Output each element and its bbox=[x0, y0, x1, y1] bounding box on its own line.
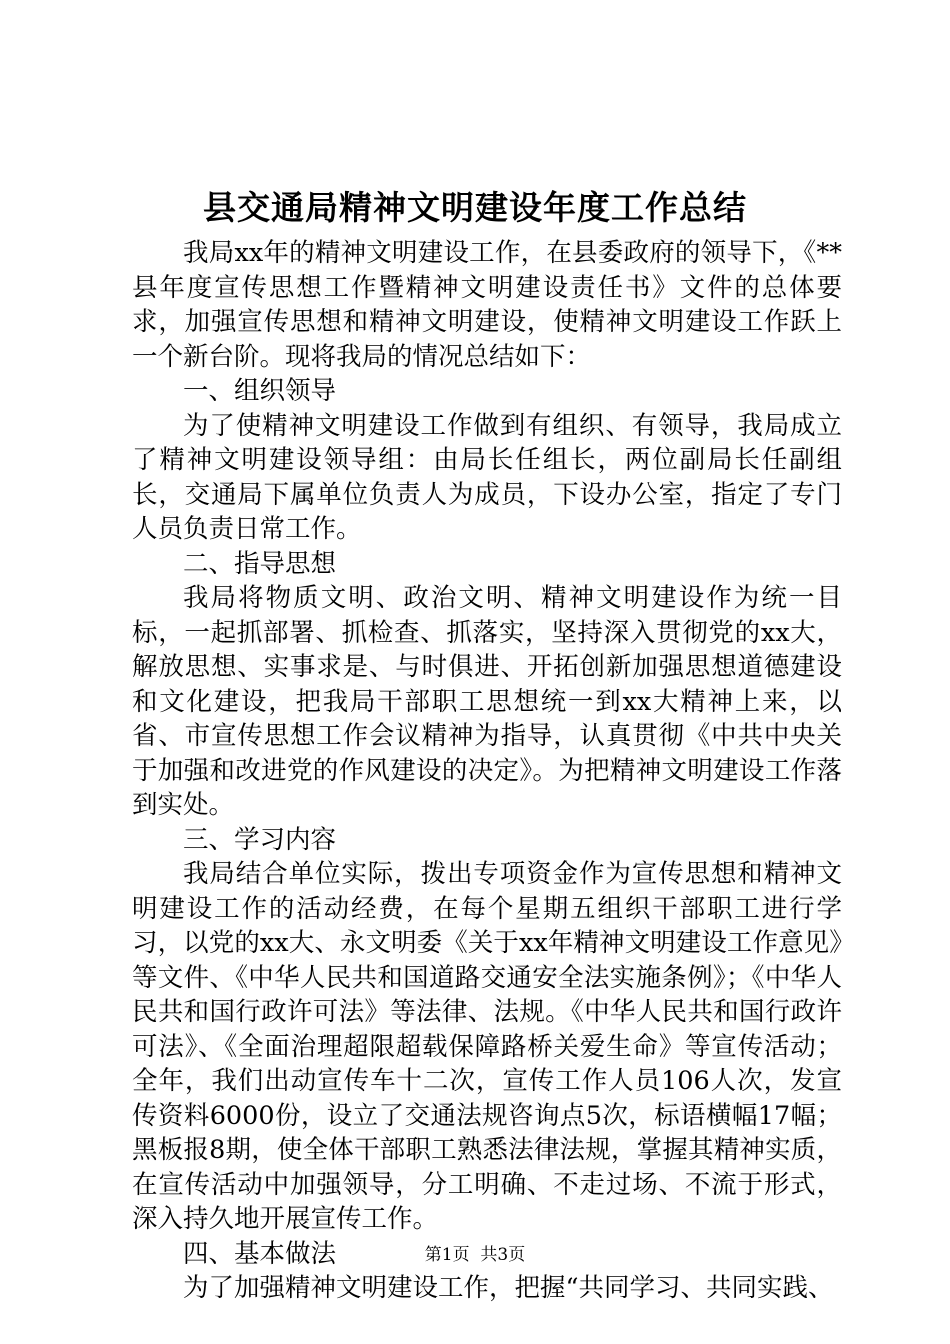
paragraph-guiding-ideology: 我局将物质文明、政治文明、精神文明建设作为统一目标，一起抓部署、抓检查、抓落实，坚持深入贯彻党的xx大，解放思想、实事求是、与时俱进、开拓创新加强思想道德建设和文化建设，把我局干部职工思想统一到xx大精神上来，以省、市宣传思想工作会议精神为指导，认真贯彻《中共中央关于加强和改进党的作风建设的决定》。为把精神文明建设工作落到实处。 bbox=[132, 583, 842, 820]
section-heading-study-content: 三、学习内容 bbox=[183, 824, 337, 855]
paragraph-organization: 为了使精神文明建设工作做到有组织、有领导，我局成立了精神文明建设领导组：由局长任组长，两位副局长任副组长，交通局下属单位负责人为成员，下设办公室，指定了专门人员负责日常工作。 bbox=[132, 410, 842, 544]
document-body bbox=[132, 236, 842, 1306]
paragraph-study-content: 我局结合单位实际，拨出专项资金作为宣传思想和精神文明建设工作的活动经费，在每个星期五组织干部职工进行学习，以党的xx大、永文明委《关于xx年精神文明建设工作意见》等文件、《中华人民共和国道路交通安全法实施条例》；《中华人民共和国行政许可法》等法律、法规。《中华人民共和国行政许可法》、《全面治理超限超载保障路桥关爱生命》等宣传活动；全年，我们出动宣传车十二次，宣传工作人员106人次，发宣传资料6000份，设立了交通法规咨询点5次，标语横幅17幅；黑板报8期，使全体干部职工熟悉法律法规，掌握其精神实质，在宣传活动中加强领导，分工明确、不走过场、不流于形式，深入持久地开展宣传工作。 bbox=[132, 859, 842, 1234]
paragraph-intro: 我局xx年的精神文明建设工作，在县委政府的领导下，《**县年度宣传思想工作暨精神文明建设责任书》文件的总体要求，加强宣传思想和精神文明建设，使精神文明建设工作跃上一个新台阶。现将我局的情况总结如下： bbox=[132, 238, 842, 372]
page-footer: 第1页 共3页 bbox=[424, 1245, 526, 1265]
section-heading-organization: 一、组织领导 bbox=[183, 376, 337, 406]
section-heading-guiding-ideology: 二、指导思想 bbox=[183, 548, 337, 579]
paragraph-basic-practice: 为了加强精神文明建设工作，把握“共同学习、共同实践、 bbox=[183, 1273, 834, 1303]
section-heading-basic-practice: 四、基本做法 bbox=[183, 1238, 337, 1269]
document-title: 县交通局精神文明建设年度工作总结 bbox=[203, 188, 747, 227]
